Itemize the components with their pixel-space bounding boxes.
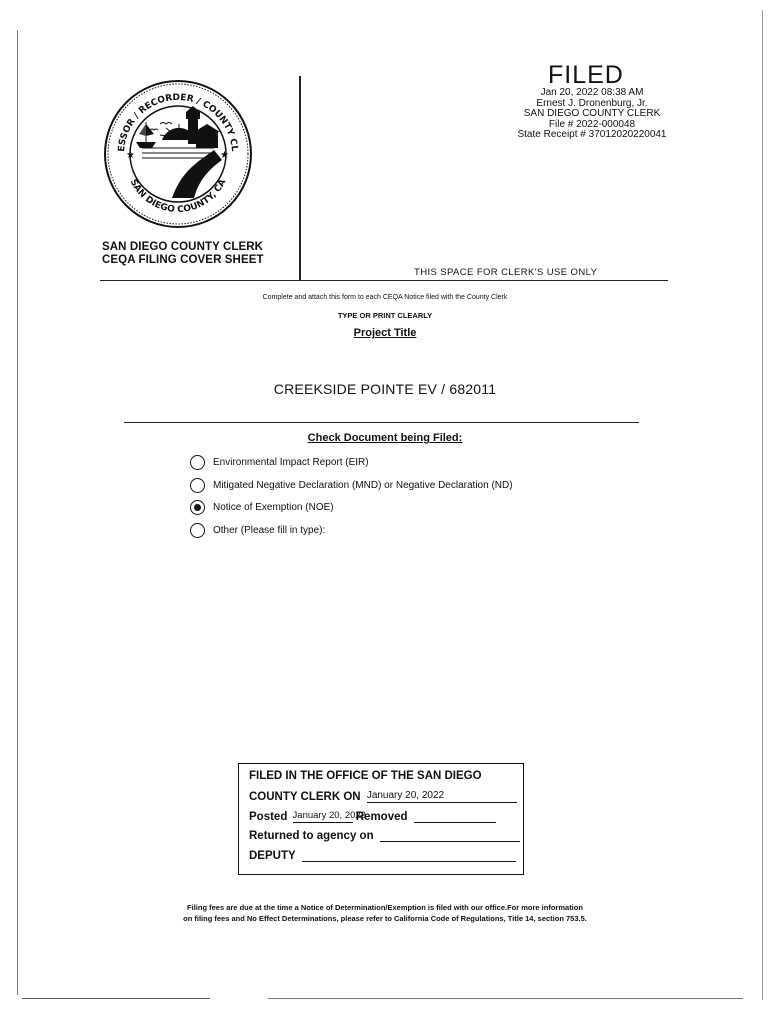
clerk-space-label: THIS SPACE FOR CLERK'S USE ONLY [414,267,598,278]
posted-field[interactable]: January 20, 2022 [292,810,366,821]
posted-row [249,810,496,823]
stamp-receipt: State Receipt # 37012020220041 [517,129,667,141]
removed-field[interactable] [414,822,496,823]
stamp-file-number: File # 2022-000048 [548,118,636,130]
deputy-row [249,850,516,862]
filed-office-line1: FILED IN THE OFFICE OF THE SAN DIEGO [249,770,482,782]
svg-text:★: ★ [126,150,135,161]
right-page-edge [762,10,763,1000]
stamp-datetime: Jan 20, 2022 08:38 AM [540,87,644,98]
returned-field[interactable] [380,841,520,842]
radio-mnd[interactable] [190,478,205,493]
radio-other[interactable] [190,523,205,538]
option-other-label: Other (Please fill in type): [213,524,326,536]
project-title-value: CREEKSIDE POINTE EV / 682011 [273,381,497,397]
header-divider [299,76,301,281]
clerk-heading-line1: SAN DIEGO COUNTY CLERK [102,241,264,253]
filing-fee-note-line1: Filing fees are due at the time a Notice of Determination/Exemption is filed with our office.For more information [187,903,583,912]
county-clerk-on-label: COUNTY CLERK ON [249,791,361,803]
posted-label: Posted [249,811,288,823]
county-clerk-on-row [249,790,517,803]
option-eir-label: Environmental Impact Report (EIR) [213,456,369,468]
filing-fee-note [0,903,770,924]
clerk-heading-line2: CEQA FILING COVER SHEET [102,254,264,266]
filed-stamp-title: FILED [548,61,624,89]
left-page-edge [17,30,18,995]
svg-text:ASSESSOR / RECORDER / COUNTY C [102,78,239,152]
seal-ring-top-text: ESSOR / RECORDER / COUNTY CL [116,92,239,153]
deputy-label: DEPUTY [249,850,296,862]
filing-fee-note-line2: on filing fees and No Effect Determinations, please refer to California Code of Regulations, Title 14, section 753.5. [183,913,587,923]
filed-office-box [238,763,524,875]
county-clerk-on-field[interactable]: January 20, 2022 [367,790,517,803]
project-title-label: Project Title [353,327,417,339]
removed-label: Removed [355,811,408,823]
county-seal [102,78,254,230]
option-other[interactable] [190,521,325,539]
option-noe[interactable] [190,498,334,516]
check-document-heading: Check Document being Filed: [307,432,463,444]
header-bottom-rule-left [100,280,300,281]
returned-row [249,830,520,842]
bottom-page-edge-right [268,998,743,999]
option-eir[interactable] [190,453,369,471]
deputy-field[interactable] [302,861,516,862]
stamp-clerk-name: Ernest J. Dronenburg, Jr. [536,97,648,109]
clerk-heading [102,241,264,267]
returned-label: Returned to agency on [249,830,374,842]
project-title-rule [124,422,639,423]
svg-text:★: ★ [220,150,229,161]
filed-stamp [507,88,677,141]
type-print-note: TYPE OR PRINT CLEARLY [337,311,433,320]
option-mnd-label: Mitigated Negative Declaration (MND) or Negative Declaration (ND) [213,479,513,491]
stamp-office: SAN DIEGO COUNTY CLERK [523,108,661,120]
radio-noe-selected[interactable] [190,500,205,515]
bottom-page-edge-left [22,998,210,999]
header-bottom-rule-right [300,280,668,281]
seal-ring-bottom-text: SAN DIEGO COUNTY, CA [127,177,229,216]
option-noe-label: Notice of Exemption (NOE) [213,501,334,513]
option-mnd[interactable] [190,476,513,494]
instruction-text: Complete and attach this form to each CEQA Notice filed with the County Clerk [262,294,508,301]
radio-eir[interactable] [190,455,205,470]
